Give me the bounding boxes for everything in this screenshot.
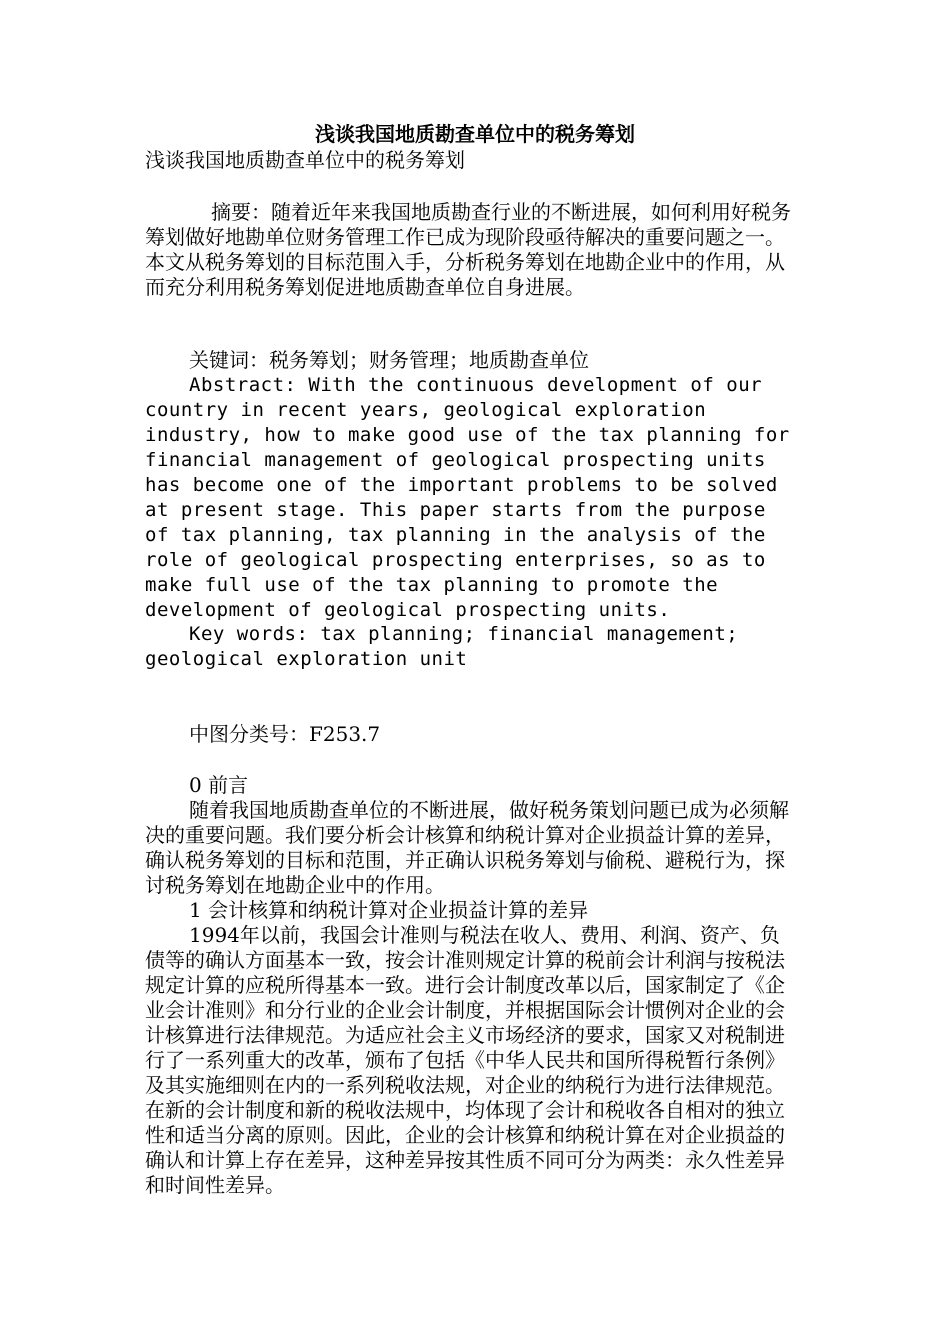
classification-number: 中图分类号：F253.7 [189,722,381,746]
document-subtitle: 浅谈我国地质勘查单位中的税务筹划 [145,148,465,172]
section-0-body: 随着我国地质勘查单位的不断进展，做好税务策划问题已成为必须解决的重要问题。我们要分析会计核算和纳税计算对企业损益计算的差异，确认税务筹划的目标和范围，并正确认识税务筹划与偷税、避税行为，探讨税务筹划在地勘企业中的作用。 [145,798,789,897]
abstract-english: Abstract: With the continuous development of our country in recent years, geological exploration industry, how to make good use of the tax planning for financial management of geological prospecting units has become one of the important problems to be solved at present stage. This paper starts from the purpose of tax planning, tax planning in the analysis of the role of geological prospecting enterprises, so as to make full use of the tax planning to promote the development of geological prospecting units. [145,374,790,621]
section-0-heading: 0 前言 [189,773,249,797]
abstract-chinese: 摘要：随着近年来我国地质勘查行业的不断进展，如何利用好税务筹划做好地勘单位财务管理工作已成为现阶段亟待解决的重要问题之一。本文从税务筹划的目标范围入手，分析税务筹划在地勘企业中的作用，从而充分利用税务筹划促进地质勘查单位自身进展。 [145,200,791,299]
keywords-english: Key words: tax planning; financial management; geological exploration unit [145,623,739,670]
document-title: 浅谈我国地质勘查单位中的税务筹划 [315,122,635,146]
keywords-chinese: 关键词：税务筹划；财务管理；地质勘查单位 [189,348,589,372]
section-1-heading: 1 会计核算和纳税计算对企业损益计算的差异 [189,898,589,922]
section-1-body: 1994年以前，我国会计准则与税法在收人、费用、利润、资产、负债等的确认方面基本一致，按会计准则规定计算的税前会计利润与按税法规定计算的应税所得基本一致。进行会计制度改革以后，国家制定了《企业会计准则》和分行业的企业会计制度，并根据国际会计惯例对企业的会计核算进行法律规范。为适应社会主义市场经济的要求，国家又对税制进行了一系列重大的改革，颁布了包括《中华人民共和国所得税暂行条例》及其实施细则在内的一系列税收法规，对企业的纳税行为进行法律规范。在新的会计制度和新的税收法规中，均体现了会计和税收各自相对的独立性和适当分离的原则。因此，企业的会计核算和纳税计算在对企业损益的确认和计算上存在差异，这种差异按其性质不同可分为两类：永久性差异和时间性差异。 [145,923,785,1197]
